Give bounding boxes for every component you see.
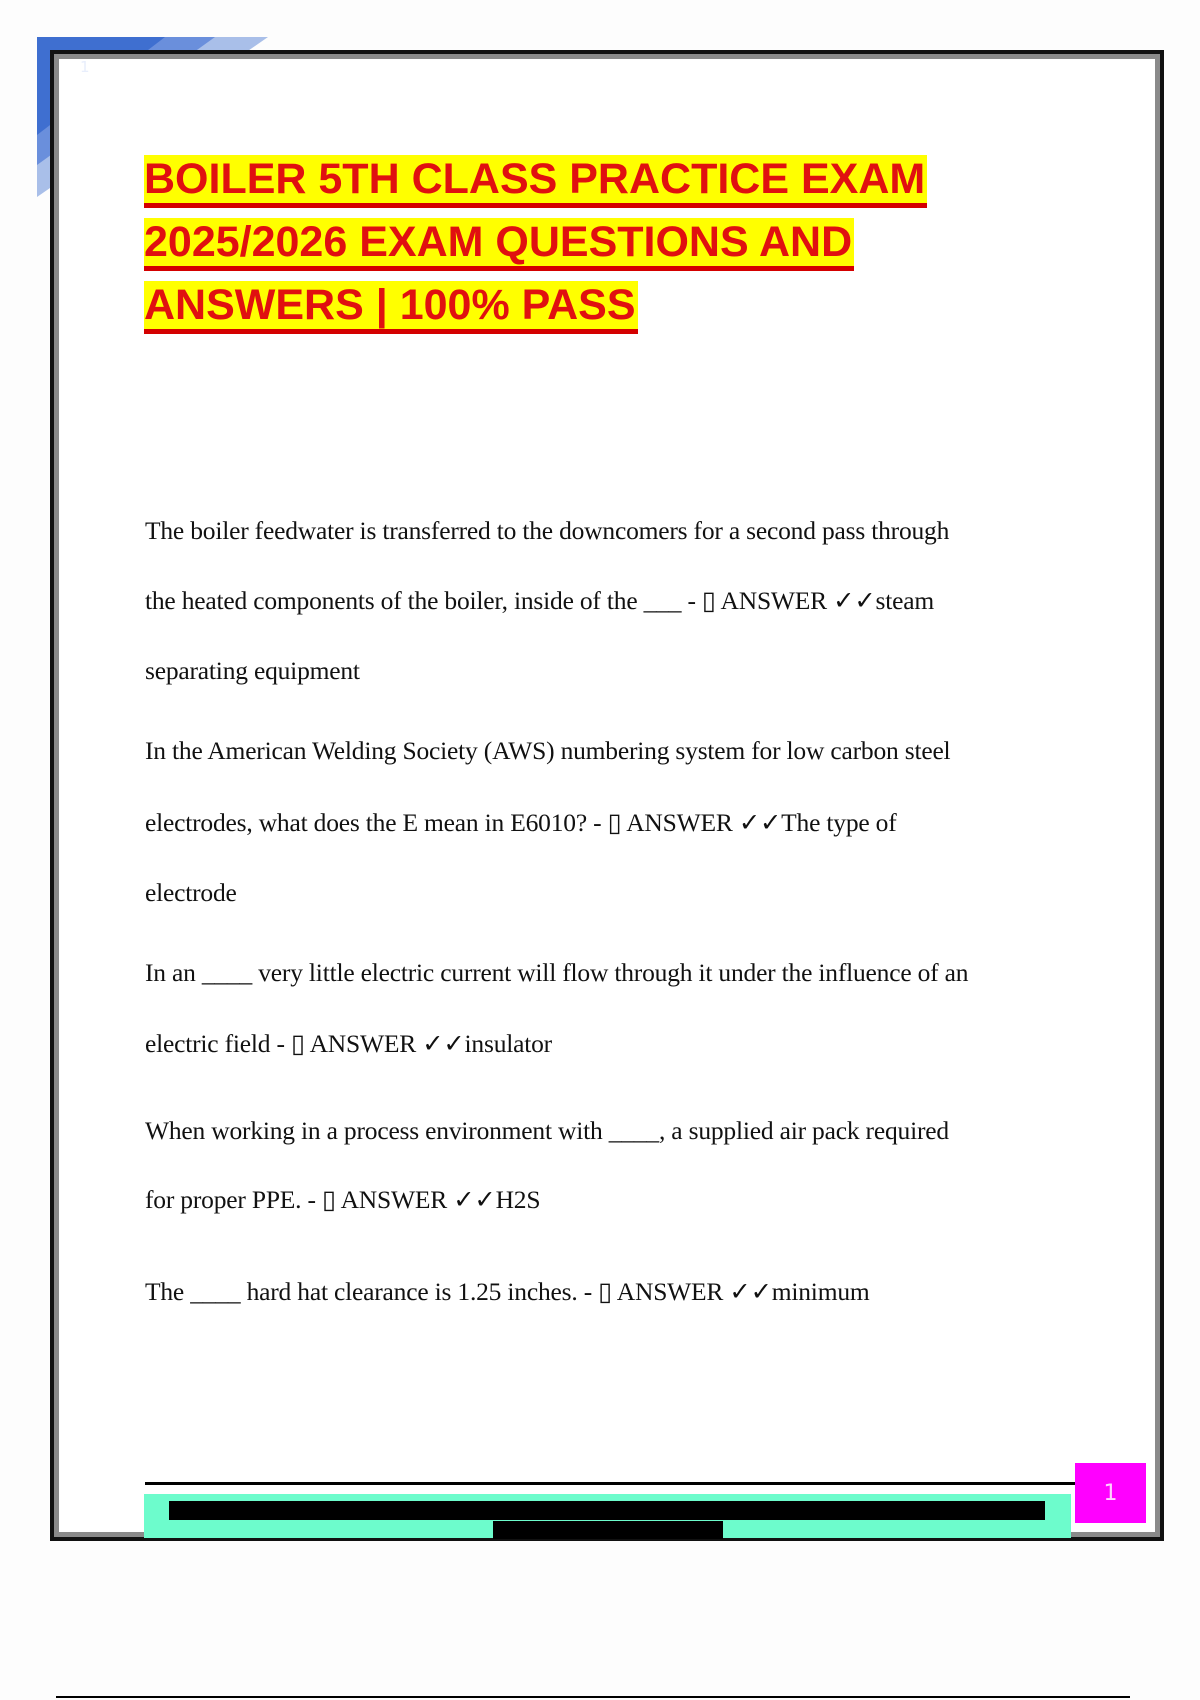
question-3-line-1: In an ____ very little electric current will flow through it under the influence of an [145,958,969,987]
corner-page-number: 1 [80,58,90,76]
title-line: BOILER 5TH CLASS PRACTICE EXAM [144,155,927,208]
question-4-line-2: for proper PPE. - ▯ ANSWER ✓✓H2S [145,1185,541,1214]
question-1-line-2: the heated components of the boiler, inside of the ___ - ▯ ANSWER ✓✓steam [145,586,934,615]
question-2-line-1: In the American Welding Society (AWS) numbering system for low carbon steel [145,736,951,765]
footer-bar [169,1501,1045,1520]
question-2-line-2: electrodes, what does the E mean in E6010? - ▯ ANSWER ✓✓The type of [145,808,897,837]
footer-rule [145,1482,1075,1485]
question-1-line-3: separating equipment [145,656,360,685]
page-bottom-rule [56,1696,1130,1698]
question-5-line-1: The ____ hard hat clearance is 1.25 inches. - ▯ ANSWER ✓✓minimum [145,1277,870,1306]
question-4-line-1: When working in a process environment with ____, a supplied air pack required [145,1116,949,1145]
footer-tab [493,1521,723,1539]
document-title [144,148,927,337]
question-2-line-3: electrode [145,878,237,907]
title-line: 2025/2026 EXAM QUESTIONS AND [144,218,854,271]
footer-page-number: 1 [1075,1463,1146,1523]
question-3-line-2: electric field - ▯ ANSWER ✓✓insulator [145,1029,552,1058]
title-line: ANSWERS | 100% PASS [144,281,638,334]
question-1-line-1: The boiler feedwater is transferred to the downcomers for a second pass through [145,516,950,545]
